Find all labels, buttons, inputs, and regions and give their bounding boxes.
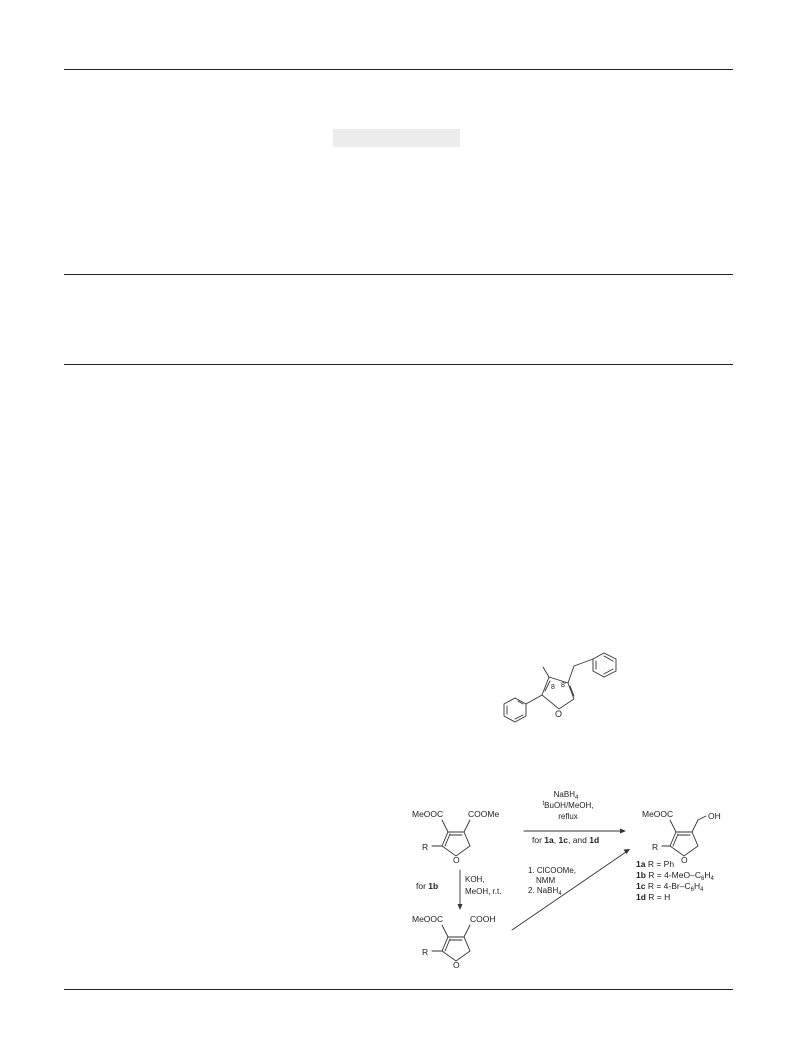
down-reaction-arrow: [416, 870, 501, 910]
product-structure: [642, 809, 721, 865]
diester-right-group: COOMe: [468, 809, 500, 819]
nabh4-subscript: 4: [575, 795, 579, 801]
nabh4-step-subscript: 4: [558, 891, 562, 897]
section-rule: [64, 364, 733, 365]
legend-row-1c: 1c $R = 4-Br-C_6H_4$: [636, 881, 704, 893]
koh-label: KOH,: [465, 875, 485, 884]
diagonal-reaction-arrow: [512, 849, 630, 930]
nmm-label: NMM: [536, 876, 556, 885]
locant-8: 8: [551, 684, 555, 691]
solvent-label: BuOH/MeOH,: [544, 801, 594, 810]
diester-structure: [412, 809, 499, 865]
compound-1c-ref: 1c: [558, 835, 568, 845]
diester-r: R: [422, 842, 429, 852]
product-oxygen: O: [681, 855, 688, 865]
diester-left-group: MeOOC: [412, 809, 444, 819]
svg-text:for 1b: [416, 881, 438, 891]
legend-row-1a: 1a R = Ph: [636, 859, 675, 869]
compound-1d-ref: 1d: [589, 835, 600, 845]
acid-left-group: MeOOC: [412, 914, 444, 924]
acid-right-group: COOH: [470, 914, 496, 924]
legend-row-1d: 1d R = H: [636, 892, 671, 902]
legend-row-1b: 1b $R = 4-MeO-C_6H_4$: [636, 870, 714, 882]
product-r: R: [652, 842, 659, 852]
svg-text:tBuOH/MeOH,: [542, 801, 593, 810]
top-rule: [64, 69, 733, 70]
for-label: for: [532, 835, 542, 845]
compound-legend: [636, 859, 714, 902]
compound-1b-ref: 1b: [428, 881, 439, 891]
svg-text:for 1a, 1c, and 1d: for 1a, 1c, and 1d: [532, 835, 600, 845]
bottom-rule: [64, 989, 733, 990]
for-1b-label: for: [416, 881, 426, 891]
synthesis-scheme: [408, 788, 738, 968]
furan-oxygen: O: [555, 709, 563, 719]
diester-oxygen: O: [453, 855, 460, 865]
top-reaction-arrow: [524, 790, 626, 845]
clcoome-label: 1. ClCOOMe,: [528, 866, 577, 875]
monoacid-structure: [412, 914, 496, 970]
svg-text:2. NaBH4: [528, 886, 562, 897]
acid-oxygen: O: [453, 960, 460, 970]
reflux-label: reflux: [558, 812, 578, 821]
tbu-superscript: t: [542, 801, 545, 807]
nabh4-label: NaBH: [553, 790, 575, 799]
product-hydroxyl: OH: [708, 811, 721, 821]
compound-1a-ref: 1a: [544, 835, 554, 845]
meoh-rt-label: MeOH, r.t.: [465, 887, 502, 896]
locant-8-prime: 8': [561, 682, 567, 689]
header-rule: [64, 274, 733, 275]
svg-text:NaBH4: [554, 790, 579, 801]
acid-r: R: [422, 947, 429, 957]
benzylfuran-structure: [490, 645, 650, 745]
nabh4-step-label: 2. NaBH: [528, 886, 559, 895]
product-left-group: MeOOC: [642, 809, 674, 819]
redacted-title-block: [333, 129, 460, 147]
